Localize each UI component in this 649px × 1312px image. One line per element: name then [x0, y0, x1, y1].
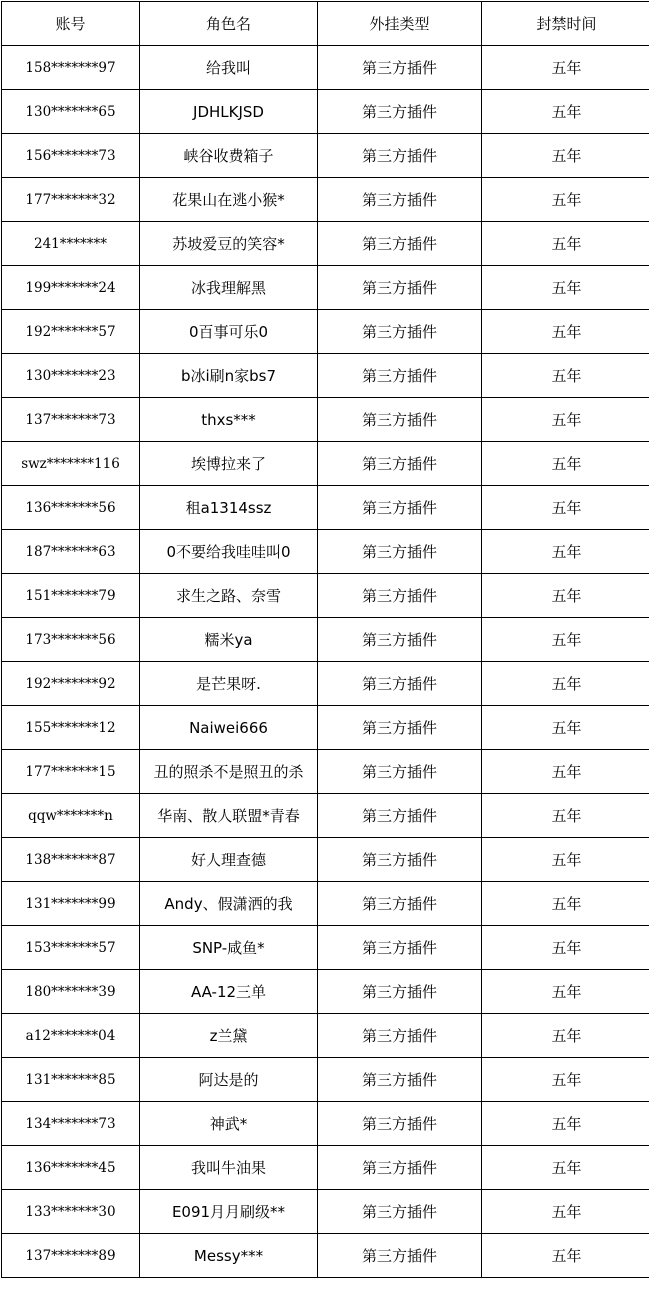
table-row [2, 354, 649, 398]
cell-character-name: 我叫牛油果 [140, 1146, 318, 1190]
cell-cheat-type: 第三方插件 [318, 222, 482, 266]
cell-cheat-type: 第三方插件 [318, 1146, 482, 1190]
cell-ban-duration: 五年 [482, 442, 649, 486]
cell-account: 131*******85 [2, 1058, 140, 1102]
cell-ban-duration: 五年 [482, 134, 649, 178]
cell-cheat-type: 第三方插件 [318, 1058, 482, 1102]
cell-ban-duration: 五年 [482, 90, 649, 134]
cell-account: 187*******63 [2, 530, 140, 574]
cell-ban-duration: 五年 [482, 926, 649, 970]
table-row [2, 1190, 649, 1234]
table-row [2, 46, 649, 90]
cell-account: 155*******12 [2, 706, 140, 750]
cell-character-name: Andy、假潇洒的我 [140, 882, 318, 926]
cell-cheat-type: 第三方插件 [318, 486, 482, 530]
cell-account: 180*******39 [2, 970, 140, 1014]
header-row [2, 2, 649, 46]
cell-character-name: 冰我理解黑 [140, 266, 318, 310]
table-row [2, 926, 649, 970]
cell-character-name: AA-12三单 [140, 970, 318, 1014]
table-row [2, 574, 649, 618]
table-row [2, 134, 649, 178]
cell-ban-duration: 五年 [482, 222, 649, 266]
cell-ban-duration: 五年 [482, 1014, 649, 1058]
cell-account: swz*******116 [2, 442, 140, 486]
cell-character-name: thxs*** [140, 398, 318, 442]
cell-character-name: 苏坡爱豆的笑容* [140, 222, 318, 266]
header-cheat-type: 外挂类型 [318, 2, 482, 46]
cell-cheat-type: 第三方插件 [318, 178, 482, 222]
header-account: 账号 [2, 2, 140, 46]
cell-account: 173*******56 [2, 618, 140, 662]
cell-character-name: 华南、散人联盟*青春 [140, 794, 318, 838]
cell-account: 136*******45 [2, 1146, 140, 1190]
cell-account: 136*******56 [2, 486, 140, 530]
cell-character-name: 糯米ya [140, 618, 318, 662]
cell-cheat-type: 第三方插件 [318, 354, 482, 398]
cell-account: 177*******15 [2, 750, 140, 794]
cell-cheat-type: 第三方插件 [318, 90, 482, 134]
cell-ban-duration: 五年 [482, 706, 649, 750]
cell-cheat-type: 第三方插件 [318, 750, 482, 794]
cell-account: 137*******73 [2, 398, 140, 442]
table-row [2, 530, 649, 574]
table-row [2, 706, 649, 750]
table-row [2, 1234, 649, 1278]
cell-account: 133*******30 [2, 1190, 140, 1234]
cell-ban-duration: 五年 [482, 662, 649, 706]
cell-character-name: b冰i刷n家bs7 [140, 354, 318, 398]
cell-ban-duration: 五年 [482, 750, 649, 794]
cell-cheat-type: 第三方插件 [318, 574, 482, 618]
cell-ban-duration: 五年 [482, 398, 649, 442]
cell-character-name: 埃博拉来了 [140, 442, 318, 486]
table-row [2, 178, 649, 222]
cell-ban-duration: 五年 [482, 882, 649, 926]
cell-character-name: 神武* [140, 1102, 318, 1146]
table-row [2, 1014, 649, 1058]
cell-character-name: 租a1314ssz [140, 486, 318, 530]
table-row [2, 90, 649, 134]
cell-account: 131*******99 [2, 882, 140, 926]
cell-cheat-type: 第三方插件 [318, 838, 482, 882]
table-row [2, 1058, 649, 1102]
cell-ban-duration: 五年 [482, 1146, 649, 1190]
cell-ban-duration: 五年 [482, 970, 649, 1014]
cell-character-name: 0百事可乐0 [140, 310, 318, 354]
cell-ban-duration: 五年 [482, 618, 649, 662]
cell-ban-duration: 五年 [482, 310, 649, 354]
cell-character-name: Naiwei666 [140, 706, 318, 750]
table-body [2, 46, 649, 1278]
cell-account: 130*******23 [2, 354, 140, 398]
cell-account: 151*******79 [2, 574, 140, 618]
cell-account: 241******* [2, 222, 140, 266]
table-row [2, 794, 649, 838]
cell-ban-duration: 五年 [482, 1102, 649, 1146]
cell-account: 130*******65 [2, 90, 140, 134]
cell-character-name: Messy*** [140, 1234, 318, 1278]
cell-character-name: z兰黛 [140, 1014, 318, 1058]
cell-ban-duration: 五年 [482, 354, 649, 398]
table-row [2, 662, 649, 706]
cell-cheat-type: 第三方插件 [318, 1014, 482, 1058]
cell-character-name: SNP-咸鱼* [140, 926, 318, 970]
cell-character-name: 求生之路、奈雪 [140, 574, 318, 618]
cell-cheat-type: 第三方插件 [318, 926, 482, 970]
cell-character-name: E091月月刷级** [140, 1190, 318, 1234]
table-row [2, 1102, 649, 1146]
table-row [2, 310, 649, 354]
cell-cheat-type: 第三方插件 [318, 706, 482, 750]
cell-character-name: 丑的照杀不是照丑的杀 [140, 750, 318, 794]
cell-ban-duration: 五年 [482, 838, 649, 882]
table-row [2, 882, 649, 926]
cell-ban-duration: 五年 [482, 266, 649, 310]
table-row [2, 838, 649, 882]
cell-ban-duration: 五年 [482, 178, 649, 222]
cell-ban-duration: 五年 [482, 46, 649, 90]
cell-account: 177*******32 [2, 178, 140, 222]
table-row [2, 750, 649, 794]
cell-character-name: 0不要给我哇哇叫0 [140, 530, 318, 574]
cell-ban-duration: 五年 [482, 1190, 649, 1234]
cell-cheat-type: 第三方插件 [318, 134, 482, 178]
cell-cheat-type: 第三方插件 [318, 1102, 482, 1146]
cell-account: 192*******57 [2, 310, 140, 354]
cell-account: a12*******04 [2, 1014, 140, 1058]
cell-account: qqw*******n [2, 794, 140, 838]
cell-account: 158*******97 [2, 46, 140, 90]
cell-cheat-type: 第三方插件 [318, 530, 482, 574]
cell-character-name: JDHLKJSD [140, 90, 318, 134]
cell-cheat-type: 第三方插件 [318, 1234, 482, 1278]
cell-ban-duration: 五年 [482, 530, 649, 574]
cell-cheat-type: 第三方插件 [318, 618, 482, 662]
cell-cheat-type: 第三方插件 [318, 310, 482, 354]
table-row [2, 442, 649, 486]
cell-cheat-type: 第三方插件 [318, 46, 482, 90]
cell-cheat-type: 第三方插件 [318, 1190, 482, 1234]
table-header [2, 2, 649, 46]
table-row [2, 1146, 649, 1190]
table-row [2, 266, 649, 310]
cell-cheat-type: 第三方插件 [318, 794, 482, 838]
cell-cheat-type: 第三方插件 [318, 970, 482, 1014]
header-ban-duration: 封禁时间 [482, 2, 649, 46]
table-row [2, 618, 649, 662]
cell-ban-duration: 五年 [482, 1234, 649, 1278]
cell-character-name: 花果山在逃小猴* [140, 178, 318, 222]
cell-account: 199*******24 [2, 266, 140, 310]
table-row [2, 486, 649, 530]
cell-ban-duration: 五年 [482, 1058, 649, 1102]
cell-character-name: 峡谷收费箱子 [140, 134, 318, 178]
cell-account: 192*******92 [2, 662, 140, 706]
cell-ban-duration: 五年 [482, 794, 649, 838]
cell-account: 137*******89 [2, 1234, 140, 1278]
cell-cheat-type: 第三方插件 [318, 266, 482, 310]
cell-account: 138*******87 [2, 838, 140, 882]
table-row [2, 398, 649, 442]
ban-list-table [1, 1, 649, 1278]
cell-account: 134*******73 [2, 1102, 140, 1146]
cell-character-name: 阿达是的 [140, 1058, 318, 1102]
cell-character-name: 给我叫 [140, 46, 318, 90]
cell-character-name: 是芒果呀. [140, 662, 318, 706]
cell-cheat-type: 第三方插件 [318, 398, 482, 442]
cell-ban-duration: 五年 [482, 574, 649, 618]
cell-cheat-type: 第三方插件 [318, 662, 482, 706]
header-character-name: 角色名 [140, 2, 318, 46]
cell-ban-duration: 五年 [482, 486, 649, 530]
table-row [2, 970, 649, 1014]
cell-cheat-type: 第三方插件 [318, 442, 482, 486]
cell-account: 156*******73 [2, 134, 140, 178]
cell-character-name: 好人理查德 [140, 838, 318, 882]
cell-account: 153*******57 [2, 926, 140, 970]
table-row [2, 222, 649, 266]
cell-cheat-type: 第三方插件 [318, 882, 482, 926]
